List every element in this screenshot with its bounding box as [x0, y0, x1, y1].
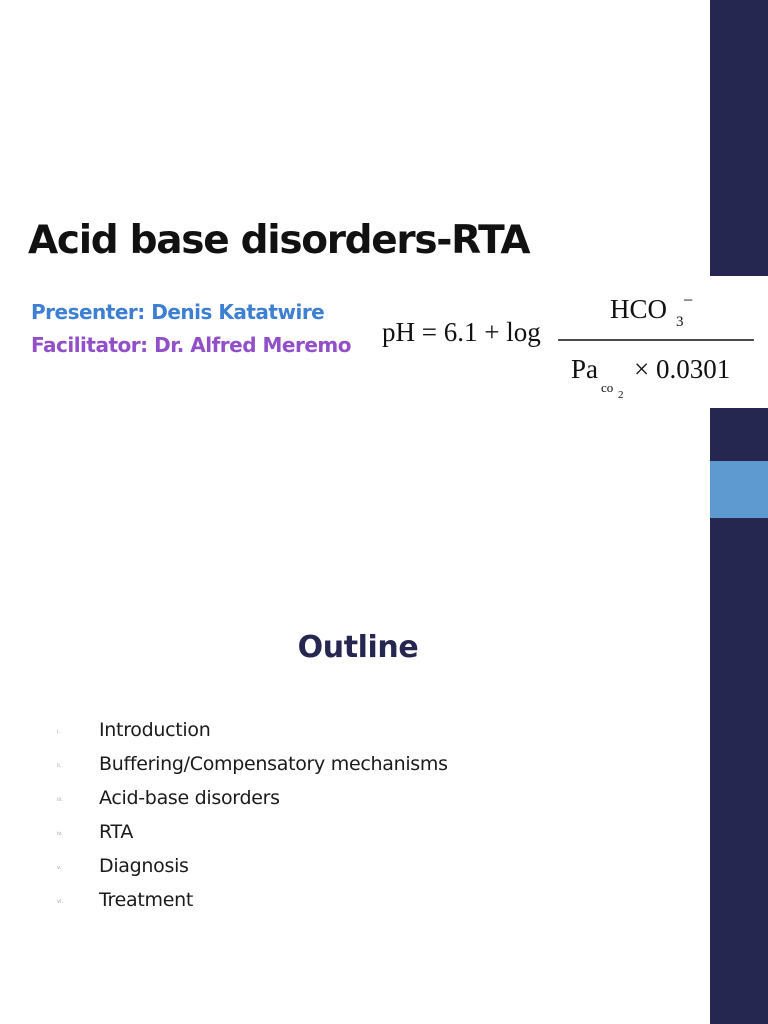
formula-lhs: pH = 6.1 + log — [382, 317, 541, 347]
formula-numerator: HCO — [610, 294, 668, 324]
list-item-text: Diagnosis — [99, 855, 189, 877]
list-item — [0, 717, 500, 751]
henderson-hasselbalch-formula — [378, 276, 768, 408]
facilitator-line: Facilitator: Dr. Alfred Meremo — [31, 333, 351, 357]
outline-heading: Outline — [297, 630, 419, 665]
list-item-number: i. — [57, 729, 60, 735]
list-item — [0, 819, 500, 853]
list-item-text: Buffering/Compensatory mechanisms — [99, 753, 448, 775]
sidebar-accent-block — [710, 461, 768, 518]
list-item-number: iv. — [57, 831, 63, 837]
formula-denominator-factor: × 0.0301 — [634, 354, 731, 384]
formula-numerator-superscript: − — [683, 290, 694, 310]
formula-denominator-subscript: co — [601, 380, 614, 395]
list-item — [0, 853, 500, 887]
list-item-text: RTA — [99, 821, 134, 843]
outline-list — [0, 717, 500, 921]
list-item-number: ii. — [57, 763, 62, 769]
slide-title: Acid base disorders-RTA — [28, 218, 530, 263]
list-item — [0, 751, 500, 785]
list-item-text: Treatment — [99, 889, 193, 911]
formula-denominator-subscript-2: 2 — [618, 389, 624, 401]
list-item-text: Introduction — [99, 719, 211, 741]
formula-graphic — [378, 276, 768, 408]
list-item — [0, 785, 500, 819]
list-item-number: iii. — [57, 797, 63, 803]
formula-denominator-main: Pa — [571, 354, 598, 384]
formula-numerator-subscript: 3 — [676, 314, 684, 330]
list-item — [0, 887, 500, 921]
list-item-number: v. — [57, 865, 62, 871]
list-item-text: Acid-base disorders — [99, 787, 280, 809]
presenter-line: Presenter: Denis Katatwire — [31, 300, 325, 324]
list-item-number: vi. — [57, 899, 63, 905]
